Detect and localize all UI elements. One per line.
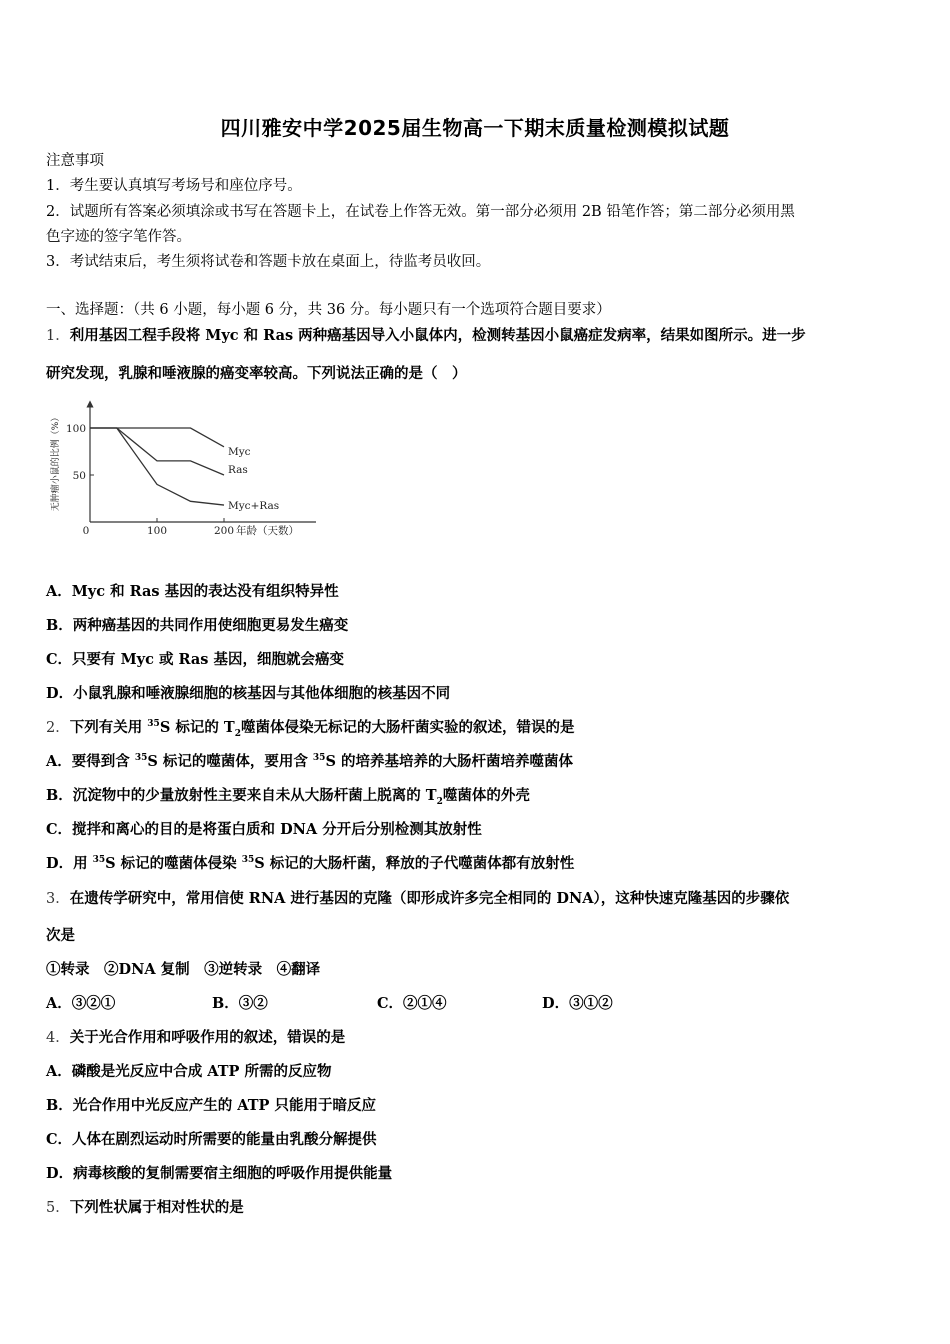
- tumor-free-chart: [46, 398, 326, 546]
- question-3-stem: [46, 889, 789, 909]
- q2-option-b: [46, 786, 530, 806]
- notice-heading: 注意事项: [46, 153, 104, 169]
- question-number: 4．: [46, 1030, 70, 1046]
- q3-steps: ①转录 ②DNA 复制 ③逆转录 ④翻译: [46, 961, 321, 978]
- q4-option-d: D．病毒核酸的复制需要宿主细胞的呼吸作用提供能量: [46, 1165, 393, 1182]
- notice-item: 2．试题所有答案必须填涂或书写在答题卡上，在试卷上作答无效。第一部分必须用 2B 铅笔作答；第二部分必须用黑: [46, 204, 795, 220]
- q2-option-text: B．沉淀物中的少量放射性主要来自未从大肠杆菌上脱离的 T: [46, 787, 437, 804]
- y-axis-label-text: 无肿瘤小鼠的比例（%）: [51, 412, 61, 512]
- q3-option-d: D．③①②: [542, 995, 613, 1012]
- x-tick-label: 0: [82, 525, 90, 537]
- q4-option-c: C．人体在剧烈运动时所需要的能量由乳酸分解提供: [46, 1131, 377, 1148]
- q2-option-text: S 标记的噬菌体，要用含: [147, 753, 313, 770]
- question-number: 2．: [46, 720, 70, 736]
- notice-item: 3．考试结束后，考生须将试卷和答题卡放在桌面上，待监考员收回。: [46, 254, 491, 270]
- y-tick-label: 100: [65, 423, 86, 435]
- q4-option-a: A．磷酸是光反应中合成 ATP 所需的反应物: [46, 1063, 332, 1080]
- q1-option-b: B．两种癌基因的共同作用使细胞更易发生癌变: [46, 617, 349, 634]
- question-text: 下列性状属于相对性状的是: [69, 1199, 244, 1216]
- section-heading: 一、选择题：（共 6 小题，每小题 6 分，共 36 分。每小题只有一个选项符合题目要求）: [46, 302, 611, 318]
- q3-options-row: [46, 994, 846, 1014]
- notice-item: 1．考生要认真填写考场号和座位序号。: [46, 178, 302, 194]
- question-1-stem: [46, 326, 806, 346]
- q1-option-d: D．小鼠乳腺和唾液腺细胞的核基因与其他体细胞的核基因不同: [46, 685, 451, 702]
- phage-subscript: 2: [436, 796, 443, 807]
- series-line-myc: [90, 428, 224, 447]
- question-number: 1．: [46, 328, 70, 344]
- question-number: 5．: [46, 1200, 70, 1216]
- question-3-stem-cont: 次是: [46, 927, 75, 944]
- q2-text: S 标记的 T: [159, 719, 235, 736]
- q3-option-b: B．③②: [212, 995, 268, 1012]
- series-label: Myc+Ras: [228, 500, 280, 513]
- q2-option-c: C．搅拌和离心的目的是将蛋白质和 DNA 分开后分别检测其放射性: [46, 821, 482, 838]
- isotope-mass: 35: [147, 719, 160, 730]
- isotope-mass: 35: [92, 855, 106, 866]
- q1-option-c: C．只要有 Myc 或 Ras 基因，细胞就会癌变: [46, 651, 344, 668]
- q2-option-text: 噬菌体的外壳: [442, 787, 530, 804]
- q2-option-text: A．要得到含: [46, 753, 135, 770]
- question-text: 在遗传学研究中，常用信使 RNA 进行基因的克隆（即形成许多完全相同的 DNA），这种快速克隆基因的步骤依: [69, 890, 790, 907]
- q2-option-a: [46, 752, 573, 772]
- q2-option-text: S 的培养基培养的大肠杆菌培养噬菌体: [325, 753, 573, 770]
- y-axis-label: [49, 413, 61, 512]
- q3-option-c: C．②①④: [377, 995, 447, 1012]
- page-title: 四川雅安中学2025届生物高一下期末质量检测模拟试题: [220, 116, 730, 140]
- q2-option-d: [46, 854, 574, 874]
- q2-text: 下列有关用: [69, 719, 148, 736]
- question-5-stem: [46, 1198, 244, 1218]
- q2-option-text: D．用: [46, 855, 93, 872]
- q2-option-text: S 标记的大肠杆菌，释放的子代噬菌体都有放射性: [254, 855, 575, 872]
- x-tick-label: 200: [213, 525, 235, 537]
- series-label: Myc: [228, 445, 251, 458]
- q2-text: 噬菌体侵染无标记的大肠杆菌实验的叙述，错误的是: [240, 719, 575, 736]
- isotope-mass: 35: [312, 753, 326, 764]
- question-2-stem: [46, 718, 574, 738]
- isotope-mass: 35: [134, 753, 148, 764]
- q2-option-text: S 标记的噬菌体侵染: [105, 855, 242, 872]
- question-text: 利用基因工程手段将 Myc 和 Ras 两种癌基因导入小鼠体内，检测转基因小鼠癌症发病率，结果如图所示。进一步: [69, 327, 806, 344]
- chart-svg: [46, 398, 326, 546]
- y-tick-label: 50: [72, 470, 86, 482]
- q1-option-a: A．Myc 和 Ras 基因的表达没有组织特异性: [46, 583, 339, 600]
- q3-option-a: A．③②①: [46, 995, 116, 1012]
- question-1-stem-cont: 研究发现，乳腺和唾液腺的癌变率较高。下列说法正确的是（ ）: [46, 365, 467, 382]
- question-number: 3．: [46, 891, 70, 907]
- q4-option-b: B．光合作用中光反应产生的 ATP 只能用于暗反应: [46, 1097, 377, 1114]
- notice-item: 色字迹的签字笔作答。: [46, 229, 191, 245]
- question-4-stem: [46, 1028, 345, 1048]
- question-text: 关于光合作用和呼吸作用的叙述，错误的是: [69, 1029, 346, 1046]
- x-tick-label: 100: [146, 525, 168, 537]
- series-label: Ras: [228, 464, 248, 476]
- x-axis-label: 年龄（天数）: [236, 525, 299, 537]
- phage-subscript: 2: [234, 728, 241, 739]
- isotope-mass: 35: [241, 855, 255, 866]
